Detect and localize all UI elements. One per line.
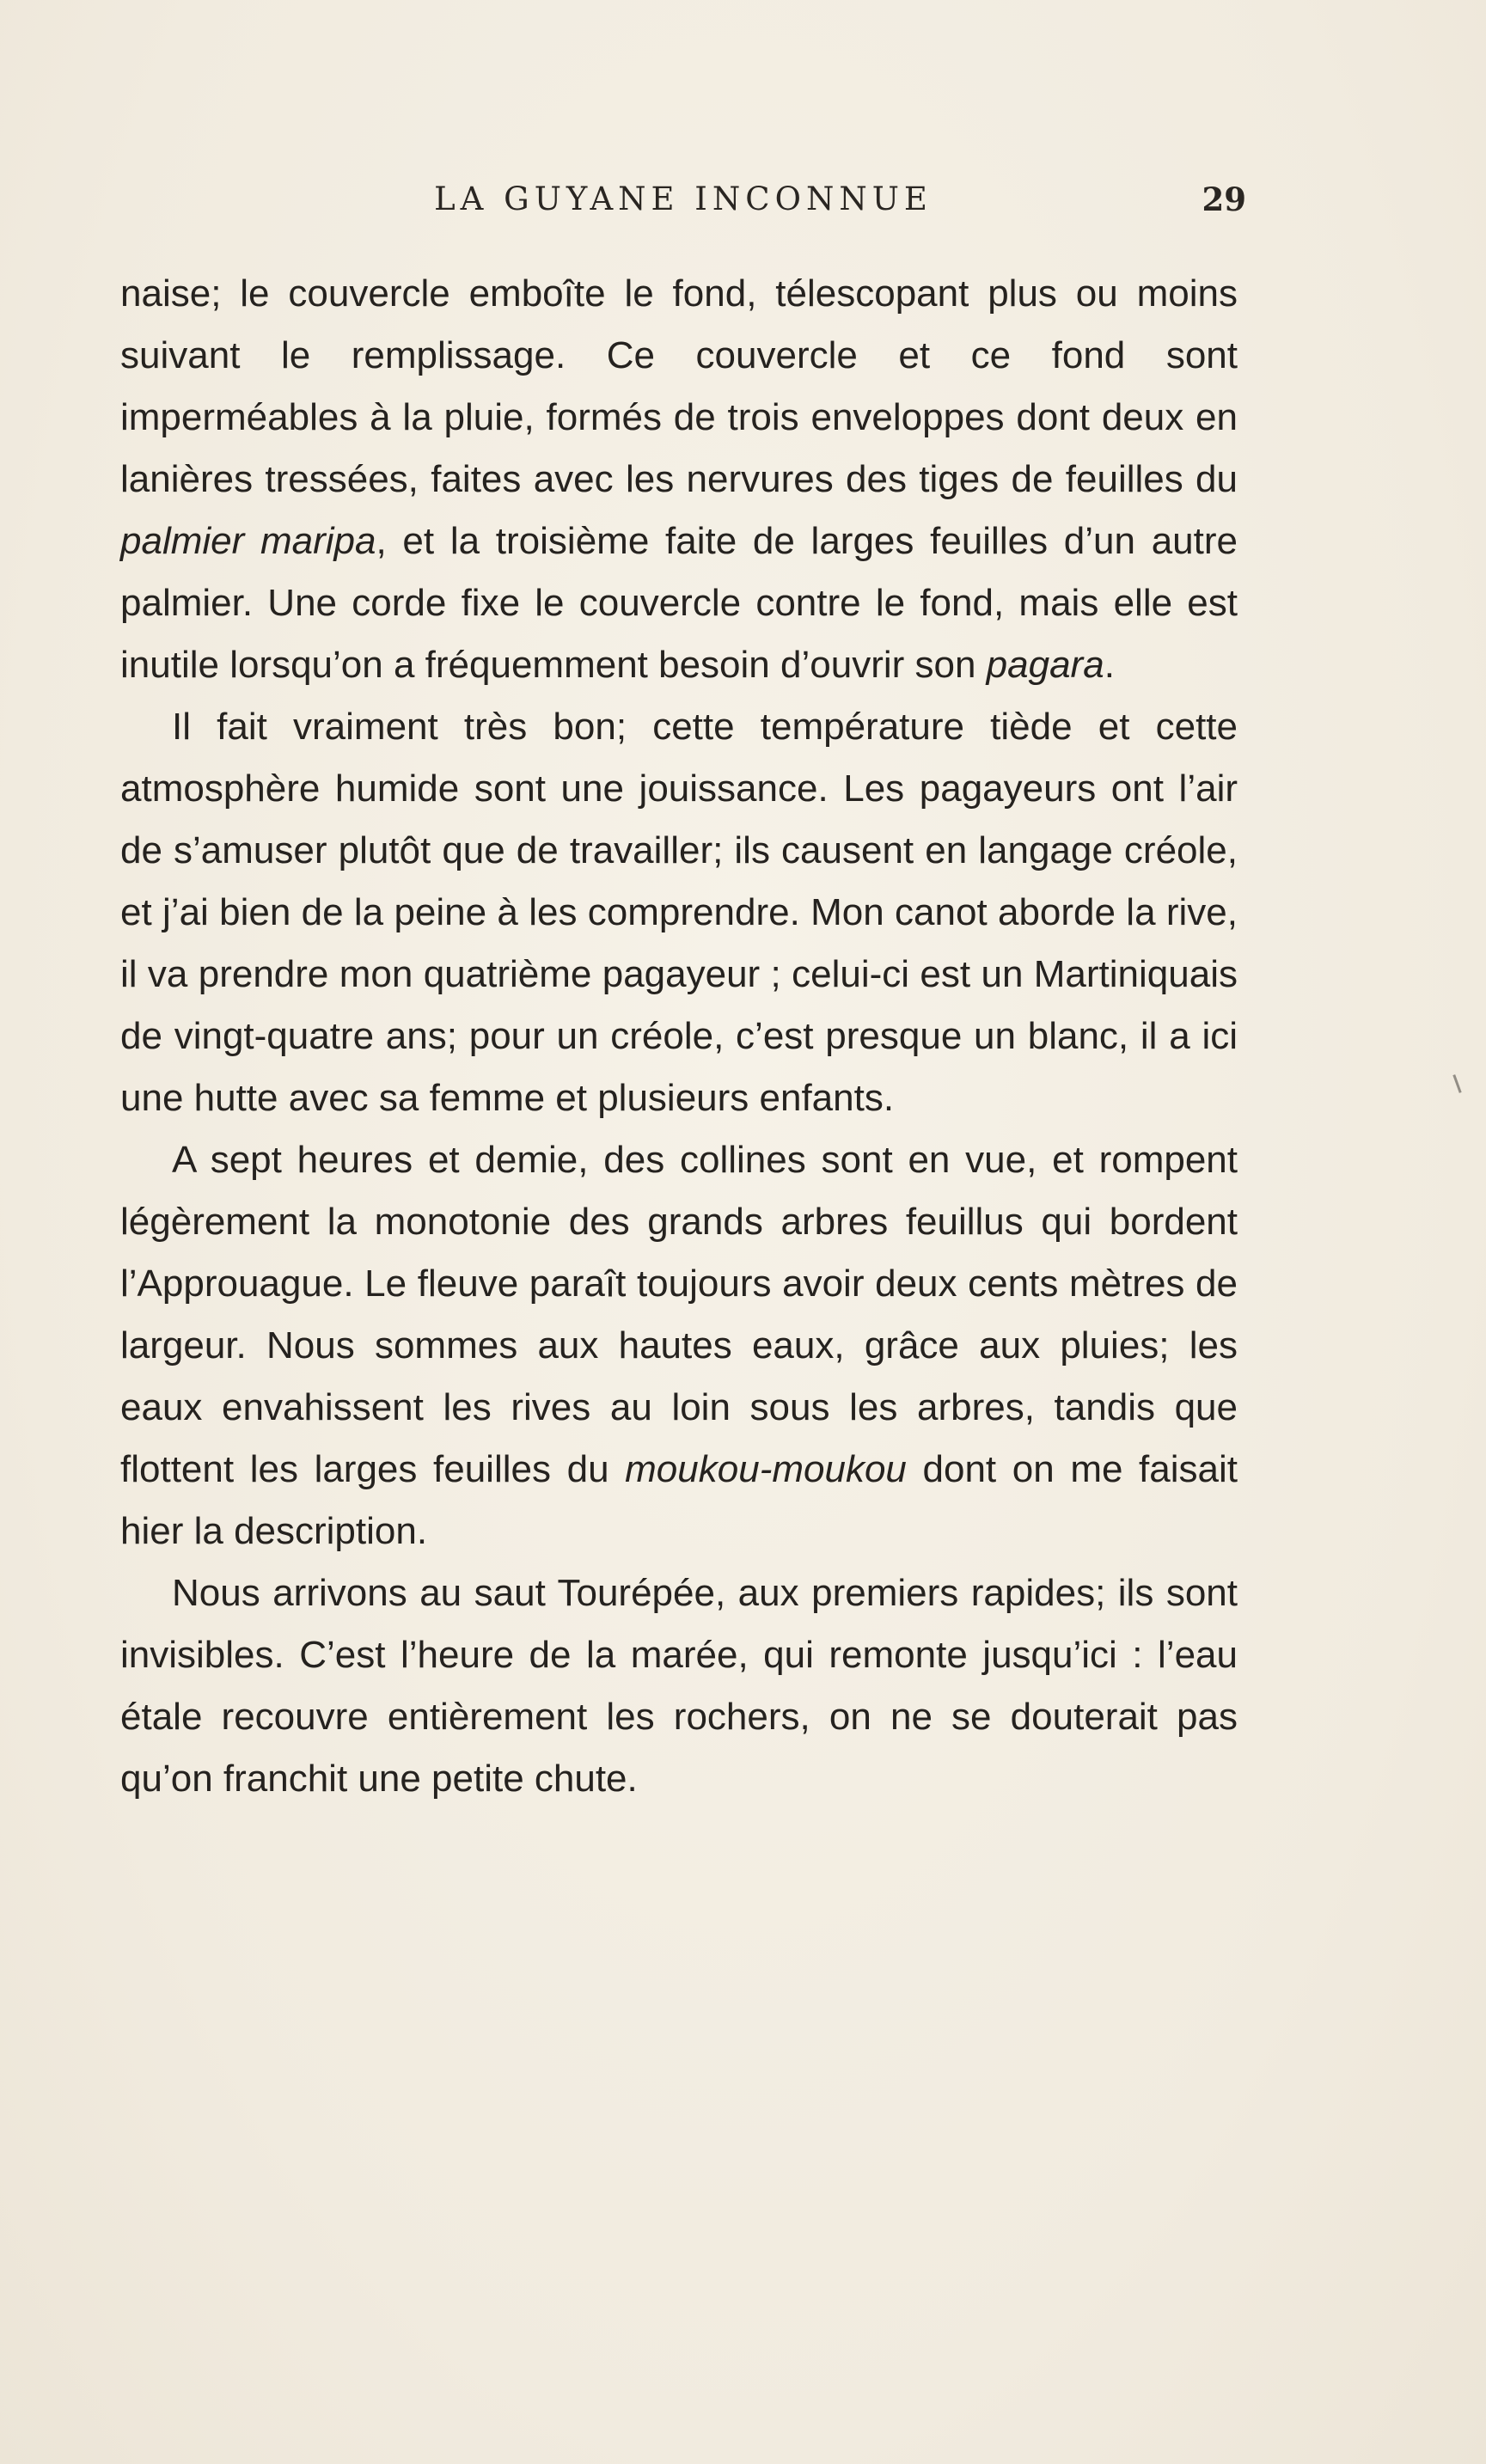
paragraph-1-text-c: . [1104,644,1115,686]
paragraph-1-text-a: naise; le couvercle emboîte le fond, télescopant plus ou moins suivant le remplissage. Ce couvercle et ce fond sont imperméables à la pluie, formés de trois enveloppes dont deux en lanières tressées, faites avec les nervures des tiges de feuilles du [120,272,1238,500]
margin-mark [1452,1074,1461,1093]
body-text [120,263,1238,1810]
paragraph-3 [120,1129,1238,1562]
term-pagara: pagara [986,644,1104,686]
term-palmier-maripa: palmier maripa [120,520,376,562]
page-header [120,180,1246,232]
paragraph-3-text-a: A sept heures et demie, des collines sont en vue, et rompent légèrement la monotonie des grands arbres feuillus qui bordent l’Approuague. Le fleuve paraît toujours avoir deux cents mètres de largeur. Nous sommes aux hautes eaux, grâce aux pluies; les eaux envahissent les rives au loin sous les arbres, tandis que flottent les larges feuilles du [120,1139,1238,1490]
page-number: 29 [1202,180,1246,218]
paragraph-1 [120,263,1238,696]
paragraph-4: Nous arrivons au saut Tourépée, aux premiers rapides; ils sont invisibles. C’est l’heure de la marée, qui remonte jusqu’ici : l’eau étale recouvre entièrement les rochers, on ne se douterait pas qu’on franchit une petite chute. [120,1572,1238,1800]
paragraph-3-text-b: dont on me faisait hier la description. [120,1448,1238,1552]
paragraph-2: Il fait vraiment très bon; cette température tiède et cette atmosphère humide sont une jouissance. Les pagayeurs ont l’air de s’amuser plutôt que de travailler; ils causent en langage créole, et j’ai bien de la peine à les comprendre. Mon canot aborde la rive, il va prendre mon quatrième pagayeur ; celui-ci est un Martiniquais de vingt-quatre ans; pour un créole, c’est presque un blanc, il a ici une hutte avec sa femme et plusieurs enfants. [120,706,1238,1119]
running-title: LA GUYANE INCONNUE [434,180,933,217]
paragraph-1-text-b: , et la troisième faite de larges feuilles d’un autre palmier. Une corde fixe le couvercle contre le fond, mais elle est inutile lorsqu’on a fréquemment besoin d’ouvrir son [120,520,1238,686]
term-moukou-moukou: moukou-moukou [625,1448,907,1490]
